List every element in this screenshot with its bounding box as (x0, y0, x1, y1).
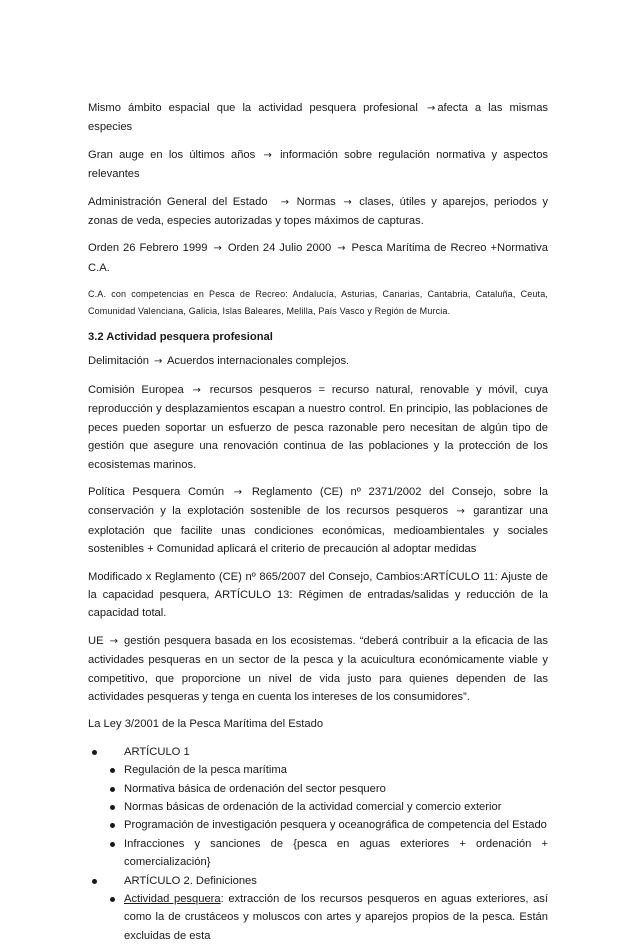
paragraph-common-fisheries-policy (88, 483, 548, 559)
bullet-icon (110, 842, 115, 847)
text: Pesca Marítima de Recreo +Normativa C.A. (88, 242, 548, 274)
list-item-article-2 (88, 872, 548, 890)
text: UE (88, 634, 104, 647)
section-heading: 3.2 Actividad pesquera profesional (88, 331, 273, 344)
bullet-icon (110, 787, 115, 792)
bullet-icon (110, 823, 115, 828)
text: Orden 24 Julio 2000 (227, 242, 332, 255)
arrow-right-icon: → (456, 506, 465, 518)
text: recursos pesqueros = recurso natural, renovable y móvil, cuya reproducción y desplazamientos escapan a nuestro control. En principio, las poblaciones de peces pueden soportar un esfuerzo de pesca razonable pero necesitan de algún tipo de gestión que asegure una renovación continua de las poblaciones y la protección de los ecosistemas marinos. (88, 383, 549, 471)
text: gestión pesquera basada en los ecosistemas. “deberá contribuir a la eficacia de las actividades pesqueras en un sector de la pesca y la acuicultura económicamente viable y competitivo, que proporcione un nivel de vida justo para quienes dependen de las actividades pesqueras y tenga en cuenta los intereses de los consumidores”. (88, 634, 548, 703)
article-list (88, 743, 548, 761)
list-item (107, 835, 548, 872)
bullet-icon (92, 750, 97, 755)
text: Delimitación (88, 355, 149, 368)
bullet-icon (110, 897, 115, 902)
arrow-right-icon: → (343, 196, 352, 208)
text: afecta a las mismas especies (88, 102, 549, 134)
definition-text: : extracción de los recursos pesqueros en aguas exteriores, así como la de crustáceos y moluscos con artes y aparejos propios de la pesca. Están excluidas de esta (124, 893, 548, 942)
text: Gran auge en los últimos años (88, 148, 256, 161)
text: Administración General del Estado (88, 195, 268, 208)
bullet-icon (92, 879, 97, 884)
arrow-right-icon: → (233, 486, 243, 498)
text: Política Pesquera Común (88, 485, 225, 498)
text: Acuerdos internacionales complejos. (166, 355, 350, 368)
list-item-text: Infracciones y sanciones de {pesca en aguas exteriores + ordenación + comercialización} (124, 837, 548, 869)
arrow-right-icon: → (263, 149, 272, 161)
text: garantizar una explotación que facilite unas condiciones económicas, medioambientales y sociales sostenibles + Comunidad aplicará el criterio de precaución al adoptar medidas (88, 505, 548, 556)
text: información sobre regulación normativa y aspectos relevantes (88, 148, 549, 181)
list-item (107, 761, 548, 779)
paragraph-law: La Ley 3/2001 de la Pesca Marítima del Estado (88, 718, 324, 731)
paragraph-administration (88, 193, 548, 231)
text: Mismo ámbito espacial que la actividad pesquera profesional (88, 102, 418, 114)
paragraph-delimitation (88, 352, 548, 371)
paragraph-amendment: Modificado x Reglamento (CE) nº 865/2007 del Consejo, Cambios:ARTÍCULO 11: Ajuste de la capacidad pesquera, ARTÍCULO 13: Régimen de entradas/salidas y reducción de la capacidad total. (88, 570, 548, 620)
arrow-right-icon: → (280, 196, 290, 208)
paragraph-european-commission (88, 381, 548, 474)
list-item (107, 780, 548, 798)
article-1-sublist (107, 761, 548, 871)
list-item (107, 816, 548, 834)
text: clases, útiles y aparejos, periodos y zonas de veda, especies autorizadas y topes máximos de capturas. (88, 195, 549, 228)
paragraph-orders (88, 239, 548, 277)
paragraph-eu-management (88, 632, 548, 707)
paragraph-recreational-scope (88, 99, 548, 137)
article-list (88, 872, 548, 890)
text: Reglamento (CE) nº 2371/2002 del Consejo, sobre la conservación y la explotación sostenible de los recursos pesqueros (88, 485, 549, 518)
arrow-right-icon: → (109, 635, 118, 647)
paragraph-autonomous-communities: C.A. con competencias en Pesca de Recreo: Andalucía, Asturias, Canarias, Cantabria, Cataluña, Ceuta, Comunidad Valenciana, Galicia, Islas Baleares, Melilla, País Vasco y Región de Murcia. (88, 289, 548, 316)
article-2-sublist (107, 890, 548, 945)
text: Comisión Europea (88, 383, 184, 396)
list-item (107, 890, 548, 945)
arrow-right-icon: → (192, 384, 201, 396)
list-item-label: ARTÍCULO 2. Definiciones (124, 874, 257, 887)
list-item-text: Normas básicas de ordenación de la actividad comercial y comercio exterior (124, 801, 502, 813)
list-item-text: Normativa básica de ordenación del sector pesquero (124, 782, 386, 795)
list-item-article-1 (88, 743, 548, 761)
definition-term: Actividad pesquera (124, 893, 221, 906)
bullet-icon (110, 805, 115, 810)
document-page (88, 99, 548, 945)
arrow-right-icon: → (154, 356, 163, 368)
list-item-label: ARTÍCULO 1 (124, 745, 190, 758)
text: Orden 26 Febrero 1999 (88, 242, 208, 255)
arrow-right-icon: → (213, 243, 222, 255)
list-item-text: Regulación de la pesca marítima (124, 764, 287, 777)
arrow-right-icon: → (337, 243, 346, 255)
list-item-text: Programación de investigación pesquera y oceanográfica de competencia del Estado (124, 819, 547, 832)
arrow-right-icon: → (426, 103, 436, 114)
list-item (107, 798, 548, 816)
bullet-icon (110, 768, 115, 773)
text: Normas (296, 195, 336, 208)
paragraph-growth (88, 146, 548, 184)
